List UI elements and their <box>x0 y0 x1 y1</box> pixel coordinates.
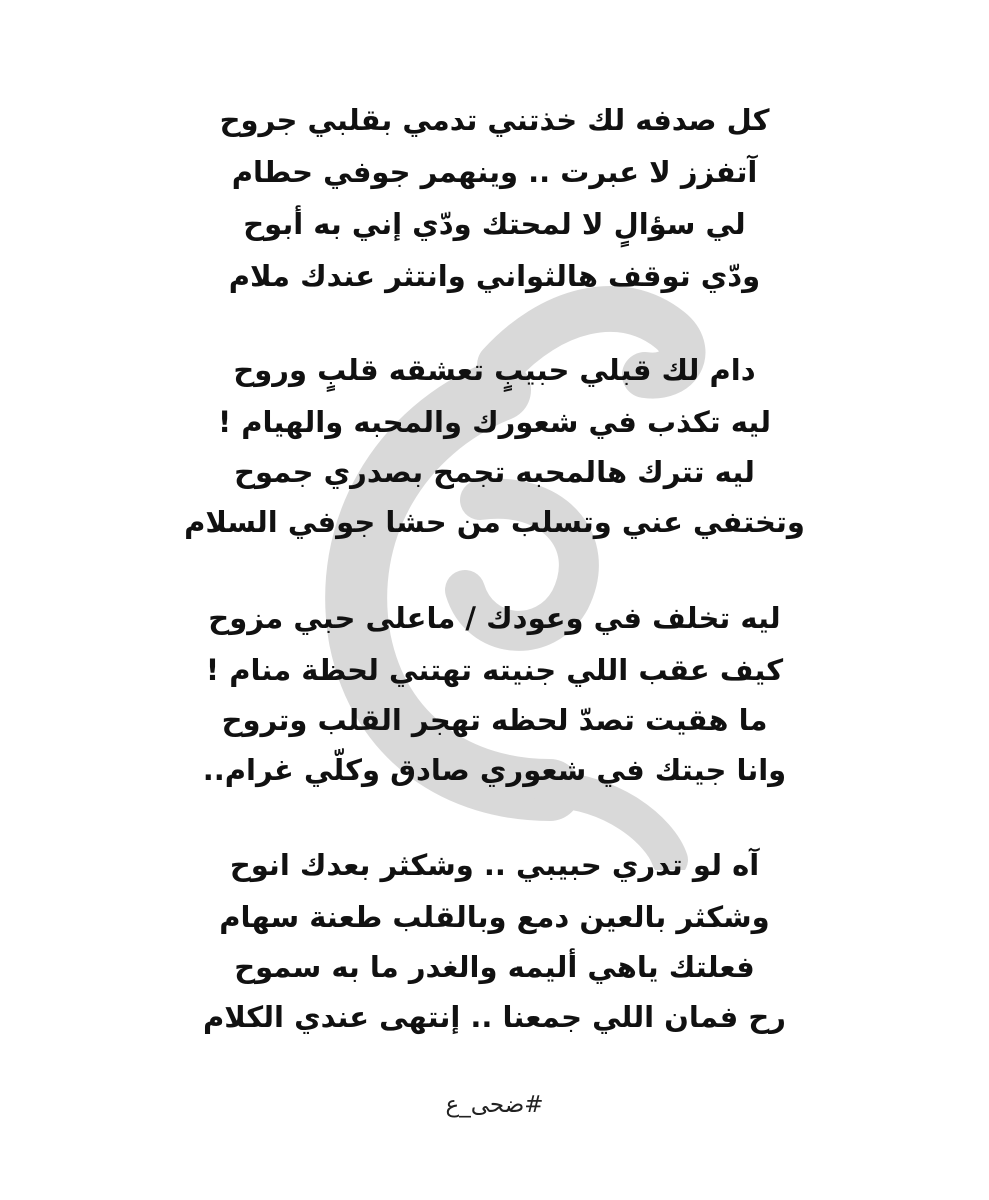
poem-line: كيف عقب اللي جنيته تهتني لحظة منام ! <box>205 653 784 687</box>
poem-line: لي سؤالٍ لا لمحتك ودّي إني به أبوح <box>243 207 746 241</box>
poem-line: آتفزز لا عبرت .. وينهمر جوفي حطام <box>231 155 758 189</box>
poem-line: ليه تترك هالمحبه تجمح بصدري جموح <box>234 455 755 489</box>
poem-line: وشكثر بالعين دمع وبالقلب طعنة سهام <box>219 900 770 934</box>
poem-line: ليه تخلف في وعودك / ماعلى حبي مزوح <box>208 601 781 635</box>
poem-line: وانا جيتك في شعوري صادق وكلّي غرام.. <box>202 753 787 787</box>
poem-line: آه لو تدري حبيبي .. وشكثر بعدك انوح <box>229 848 760 882</box>
poem-line: ليه تكذب في شعورك والمحبه والهيام ! <box>217 405 772 439</box>
poem-line: ما هقيت تصدّ لحظه تهجر القلب وتروح <box>221 703 768 737</box>
poem-line: وتختفي عني وتسلب من حشا جوفي السلام <box>184 505 805 539</box>
poem-line: كل صدفه لك خذتني تدمي بقلبي جروح <box>219 103 770 137</box>
poem-line: دام لك قبلي حبيبٍ تعشقه قلبٍ وروح <box>233 353 756 387</box>
signature-hashtag: #ضحى_ع <box>445 1092 544 1118</box>
poem-line: ودّي توقف هالثواني وانتثر عندك ملام <box>228 259 761 293</box>
poem-line: فعلتك ياهي أليمه والغدر ما به سموح <box>234 950 755 984</box>
poem-line: رح فمان اللي جمعنا .. إنتهى عندي الكلام <box>203 1000 786 1034</box>
